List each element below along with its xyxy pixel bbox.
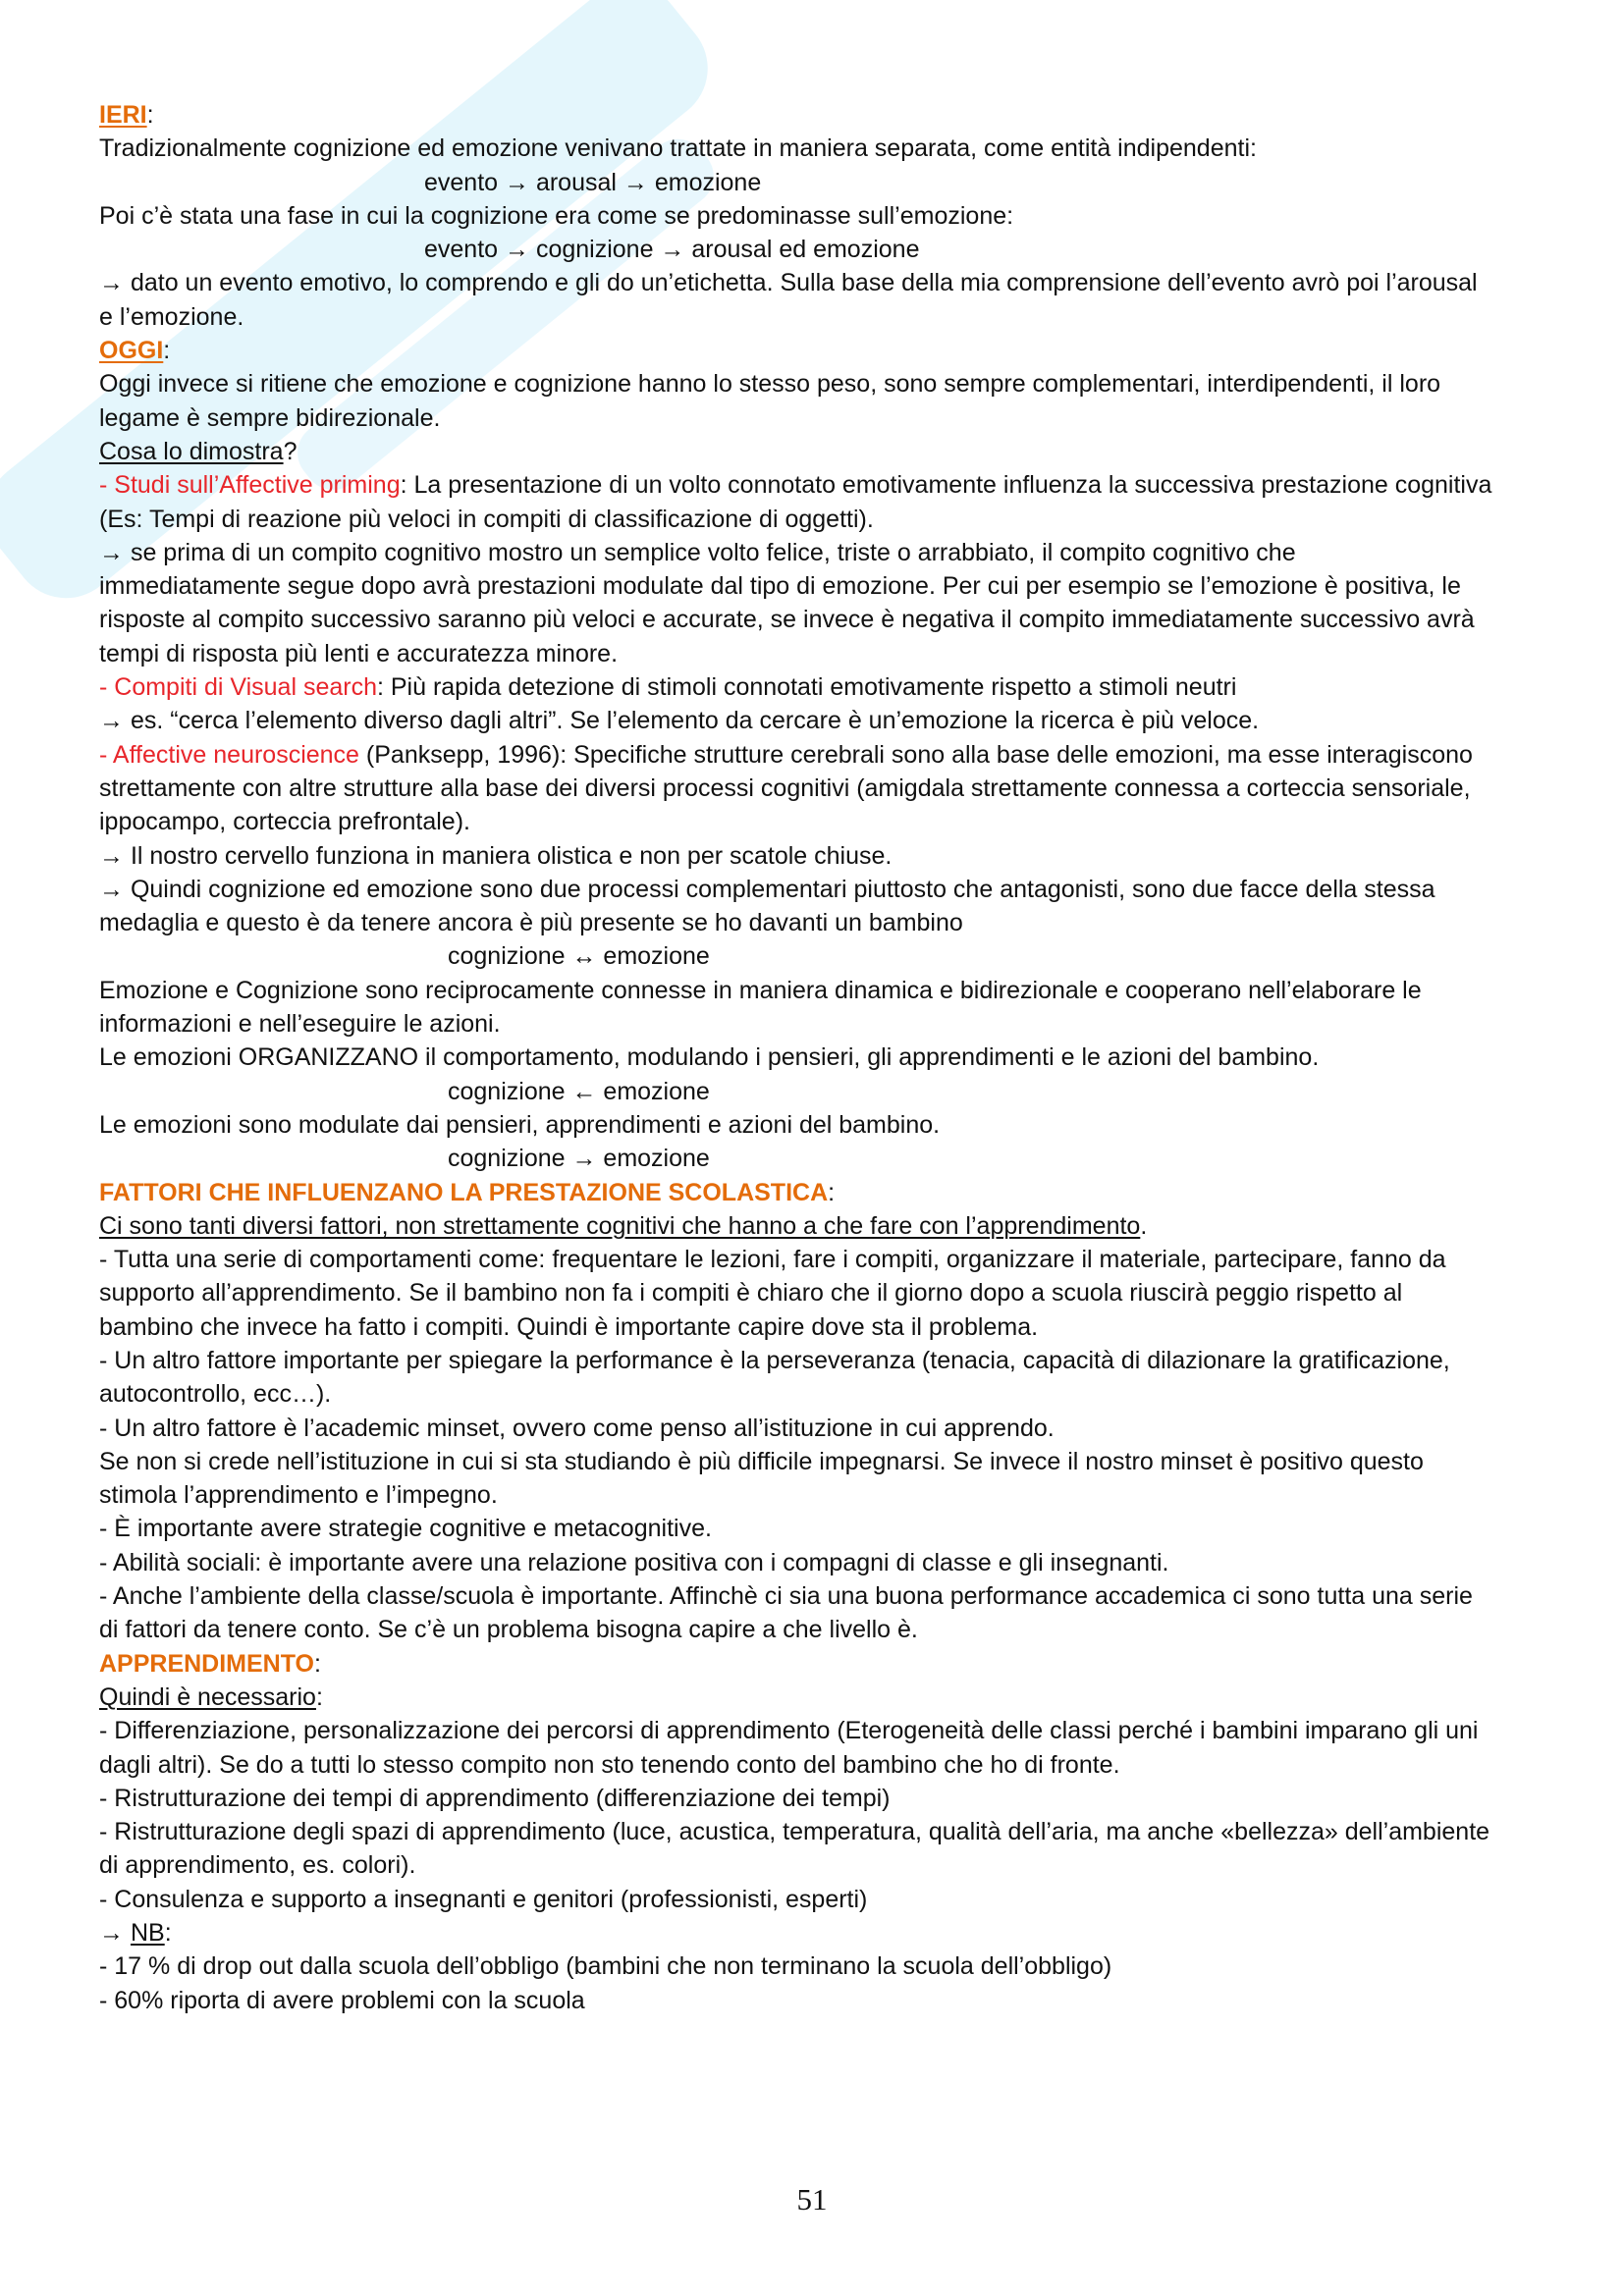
text-line: - Consulenza e supporto a insegnanti e genitori (professionisti, esperti)	[99, 1885, 868, 1913]
formula-line: cognizione → emozione	[448, 1145, 710, 1173]
text-line: immediatamente segue dopo avrà prestazioni modulate dal tipo di emozione. Per cui per esempio se l’emozione è positiva, le	[99, 572, 1461, 601]
section-heading	[99, 1176, 1552, 1209]
punctuation: :	[164, 1919, 172, 1948]
text-run: (Panksepp, 1996): Specifiche strutture cerebrali sono alla base delle emozioni, ma esse interagiscono	[358, 740, 1473, 769]
text-line: stimola l’apprendimento e l’impegno.	[99, 1481, 498, 1510]
text-line: - 60% riporta di avere problemi con la scuola	[99, 1986, 585, 2014]
formula-line: evento → cognizione → arousal ed emozione	[424, 236, 920, 264]
text-line: → Il nostro cervello funziona in maniera olistica e non per scatole chiuse.	[99, 841, 893, 870]
text-line: → se prima di un compito cognitivo mostro un semplice volto felice, triste o arrabbiato, il compito cognitivo che	[99, 538, 1296, 566]
underlined-text: Quindi è necessario	[99, 1682, 316, 1711]
text-line: - È importante avere strategie cognitive e metacognitive.	[99, 1515, 712, 1543]
formula-line: cognizione ← emozione	[448, 1077, 710, 1105]
underlined-text: Ci sono tanti diversi fattori, non strettamente cognitivi che hanno a che fare con l’apprendimento	[99, 1211, 1141, 1240]
section-heading	[99, 1647, 1552, 1681]
text-line: Tradizionalmente cognizione ed emozione venivano trattate in maniera separata, come entità indipendenti:	[99, 134, 1257, 163]
text-line: Oggi invece si ritiene che emozione e cognizione hanno lo stesso peso, sono sempre complementari, interdipendenti, il loro	[99, 370, 1441, 399]
text-line: informazioni e nell’eseguire le azioni.	[99, 1010, 501, 1039]
heading-apprendimento: APPRENDIMENTO	[99, 1649, 315, 1678]
text-line: di apprendimento, es. colori).	[99, 1851, 416, 1880]
punctuation: ?	[283, 437, 298, 465]
text-line: - Ristrutturazione degli spazi di apprendimento (luce, acustica, temperatura, qualità dell’aria, ma anche «bellezza» dell’ambiente	[99, 1818, 1490, 1846]
text-line: - Ristrutturazione dei tempi di apprendimento (differenziazione dei tempi)	[99, 1784, 891, 1812]
text-line: - Abilità sociali: è importante avere una relazione positiva con i compagni di classe e gli insegnanti.	[99, 1548, 1169, 1576]
text-line: ippocampo, corteccia prefrontale).	[99, 808, 470, 836]
text-line: - Un altro fattore importante per spiegare la performance è la perseveranza (tenacia, capacità di dilazionare la gratificazione,	[99, 1346, 1450, 1374]
text-line: → dato un evento emotivo, lo comprendo e gli do un’etichetta. Sulla base della mia comprensione dell’evento avrò poi l’arousal	[99, 269, 1478, 297]
text-line	[99, 670, 1552, 704]
text-line: - Tutta una serie di comportamenti come: frequentare le lezioni, fare i compiti, organizzare il materiale, partecipare, fanno da	[99, 1246, 1446, 1274]
formula-line: cognizione ↔ emozione	[448, 942, 710, 971]
text-line: - Anche l’ambiente della classe/scuola è importante. Affinchè ci sia una buona performance accademica ci sono tutta una serie	[99, 1582, 1473, 1611]
heading-colon: :	[828, 1178, 836, 1206]
text-line: - Differenziazione, personalizzazione dei percorsi di apprendimento (Eterogeneità delle classi perché i bambini imparano gli uni	[99, 1717, 1479, 1745]
text-line: autocontrollo, ecc…).	[99, 1380, 332, 1409]
formula-line: evento → arousal → emozione	[424, 168, 762, 196]
text-run: : La presentazione di un volto connotato emotivamente influenza la successiva prestazione cognitiva	[400, 471, 1492, 500]
heading-colon: :	[146, 101, 154, 129]
text-run: : Più rapida detezione di stimoli connotati emotivamente rispetto a stimoli neutri	[376, 673, 1237, 702]
highlight-term: - Compiti di Visual search	[99, 673, 377, 702]
document-body	[99, 98, 1552, 2017]
text-line: tempi di risposta più lenti e accuratezza minore.	[99, 639, 619, 667]
highlight-term: - Studi sull’Affective priming	[99, 471, 401, 500]
heading-ieri: IERI	[99, 101, 147, 129]
section-ieri	[99, 98, 1552, 334]
heading-oggi: OGGI	[99, 337, 164, 365]
text-line: - Un altro fattore è l’academic minset, ovvero come penso all’istituzione in cui apprendo.	[99, 1414, 1055, 1442]
text-line: Emozione e Cognizione sono reciprocamente connesse in maniera dinamica e bidirezionale e cooperano nell’elaborare le	[99, 976, 1422, 1004]
page-number: 51	[796, 2182, 828, 2216]
text-line: risposte al compito successivo saranno più veloci e accurate, se invece è negativa il compito immediatamente successivo avrà	[99, 606, 1475, 634]
text-line	[99, 435, 1552, 468]
text-line: (Es: Tempi di reazione più veloci in compiti di classificazione di oggetti).	[99, 505, 874, 533]
underlined-text: Cosa lo dimostra	[99, 437, 284, 465]
text-line: Le emozioni sono modulate dai pensieri, apprendimenti e azioni del bambino.	[99, 1110, 941, 1139]
section-heading	[99, 334, 1552, 367]
text-line: bambino che invece ha fatto i compiti. Quindi è importante capire dove sta il problema.	[99, 1312, 1039, 1341]
text-line: Poi c’è stata una fase in cui la cognizione era come se predominasse sull’emozione:	[99, 201, 1014, 230]
text-line	[99, 738, 1552, 772]
heading-colon: :	[314, 1649, 321, 1678]
heading-fattori: FATTORI CHE INFLUENZANO LA PRESTAZIONE SCOLASTICA	[99, 1178, 829, 1206]
section-oggi	[99, 334, 1552, 1175]
arrow-glyph: →	[99, 1919, 131, 1948]
text-line: → Quindi cognizione ed emozione sono due processi complementari piuttosto che antagonisti, sono due facce della stessa	[99, 875, 1435, 903]
text-line: - 17 % di drop out dalla scuola dell’obbligo (bambini che non terminano la scuola dell’obbligo)	[99, 1952, 1112, 1981]
text-line: medaglia e questo è da tenere ancora è più presente se ho davanti un bambino	[99, 909, 963, 937]
section-fattori	[99, 1176, 1552, 1647]
text-line	[99, 1209, 1552, 1243]
underlined-text: NB	[130, 1919, 165, 1948]
text-line: Se non si crede nell’istituzione in cui si sta studiando è più difficile impegnarsi. Se invece il nostro minset è positivo questo	[99, 1447, 1424, 1475]
text-line	[99, 1681, 1552, 1714]
punctuation: .	[1140, 1211, 1148, 1240]
text-line: strettamente con altre strutture alla base dei diversi processi cognitivi (amigdala strettamente connessa a corteccia sensoriale,	[99, 774, 1471, 802]
highlight-term: - Affective neuroscience	[99, 740, 359, 769]
text-line: → es. “cerca l’elemento diverso dagli altri”. Se l’elemento da cercare è un’emozione la ricerca è più veloce.	[99, 707, 1260, 735]
text-line: supporto all’apprendimento. Se il bambino non fa i compiti è chiaro che il giorno dopo a scuola riuscirà peggio rispetto al	[99, 1279, 1403, 1308]
text-line: e l’emozione.	[99, 302, 244, 331]
section-heading	[99, 98, 1552, 132]
heading-colon: :	[163, 337, 171, 365]
section-apprendimento	[99, 1647, 1552, 2017]
text-line: di fattori da tenere conto. Se c’è un problema bisogna capire a che livello è.	[99, 1616, 918, 1644]
punctuation: :	[315, 1682, 323, 1711]
text-line: Le emozioni ORGANIZZANO il comportamento, modulando i pensieri, gli apprendimenti e le azioni del bambino.	[99, 1043, 1320, 1072]
text-line: dagli altri). Se do a tutti lo stesso compito non sto tenendo conto del bambino che ho di fronte.	[99, 1750, 1120, 1779]
text-line: legame è sempre bidirezionale.	[99, 403, 441, 432]
text-line	[99, 1916, 1552, 1949]
text-line	[99, 468, 1552, 502]
